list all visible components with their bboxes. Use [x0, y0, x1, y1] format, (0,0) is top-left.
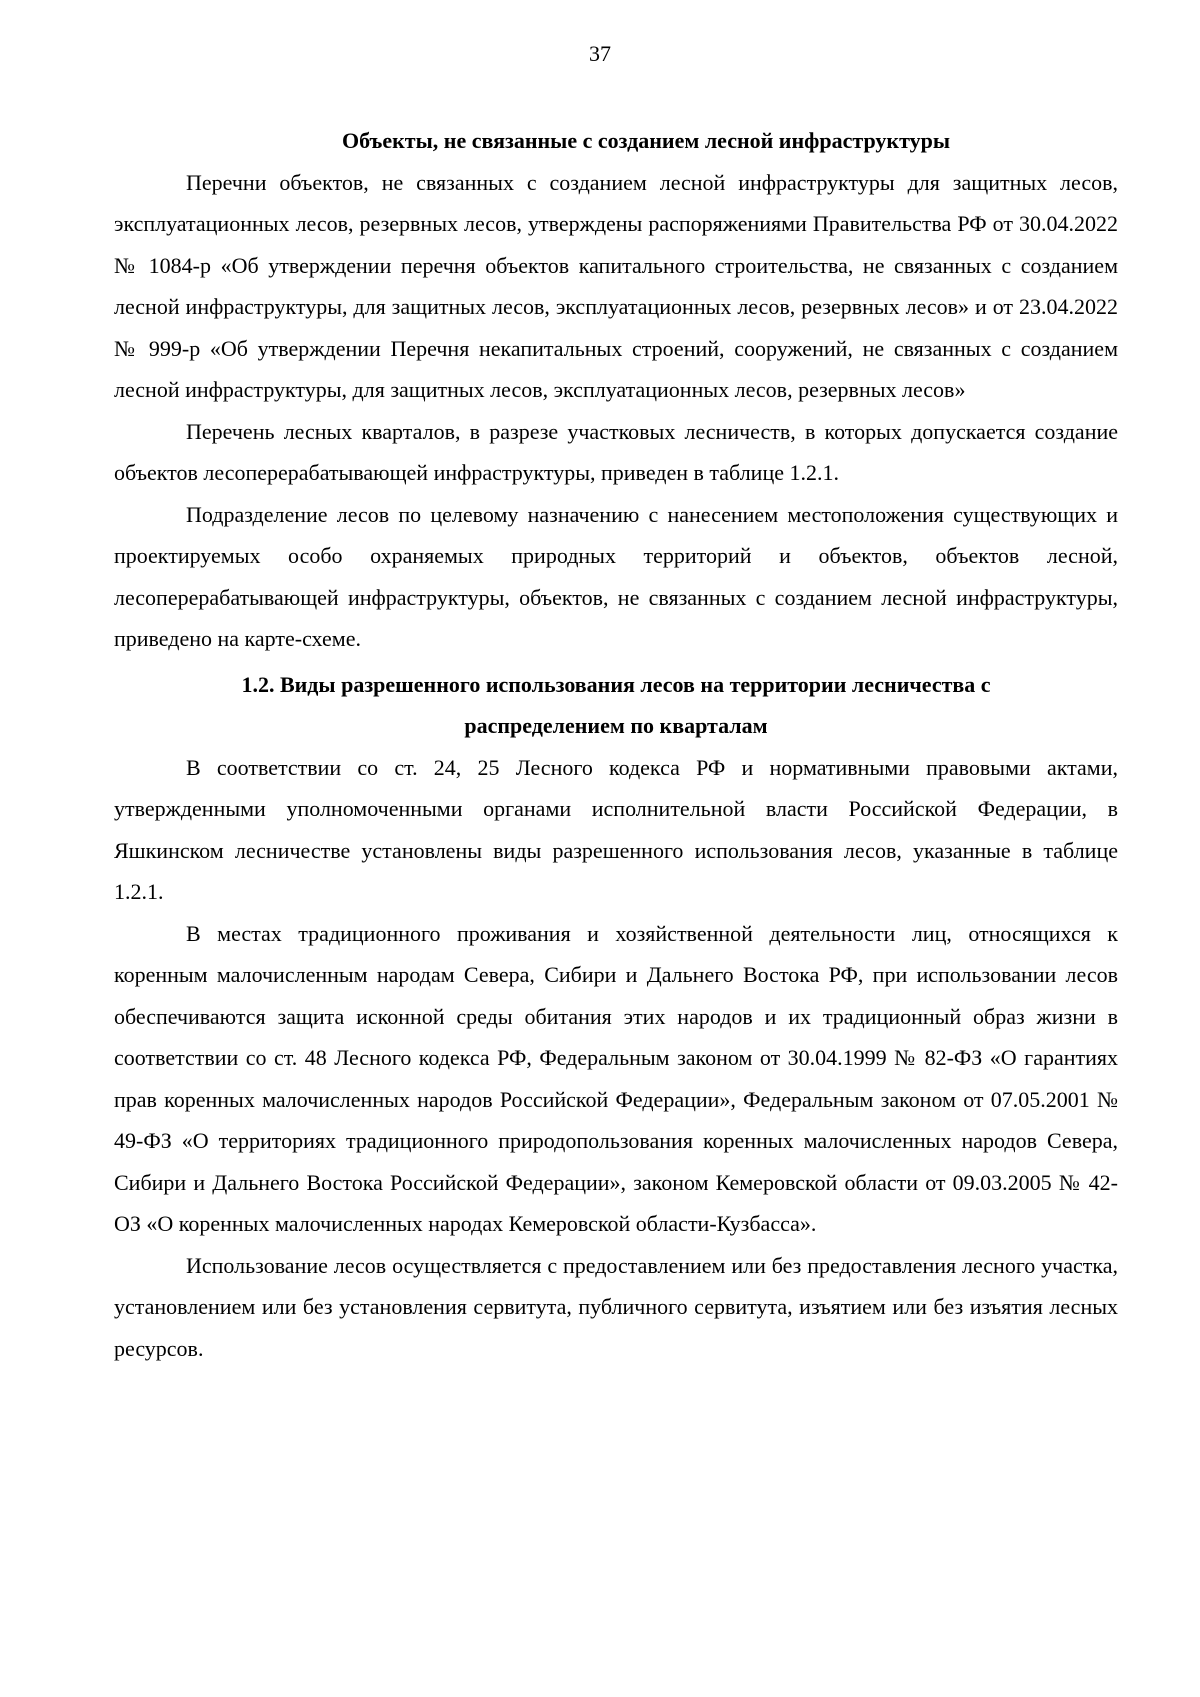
section-heading-line-1: 1.2. Виды разрешенного использования лесов на территории лесничества с — [241, 671, 991, 697]
subheading-non-infrastructure-objects: Объекты, не связанные с созданием лесной инфраструктуры — [341, 128, 951, 153]
paragraph-object-lists: Перечни объектов, не связанных с созданием лесной инфраструктуры для защитных лесов, эксплуатационных лесов, резервных лесов, утверждены распоряжениями Правительства РФ от 30.04.2022 № 1084-р «Об утверждении перечня объектов капитального строительства, не связанных с созданием лесной инфраструктуры, для защитных лесов, эксплуатационных лесов, резервных лесов» и от 23.04.2022 № 999-р «Об утверждении Перечня некапитальных строений, сооружений, не связанных с созданием лесной инфраструктуры, для защитных лесов, эксплуатационных лесов, резервных лесов» — [114, 169, 1118, 402]
section-heading-1-2 — [114, 664, 1118, 747]
page-content — [114, 120, 1118, 1369]
paragraph-forest-subdivision: Подразделение лесов по целевому назначению с нанесением местоположения существующих и проектируемых особо охраняемых природных территорий и объектов, объектов лесной, лесоперерабатывающей инфраструктуры, объектов, не связанных с созданием лесной инфраструктуры, приведено на карте-схеме. — [114, 501, 1118, 651]
paragraph-indigenous-peoples: В местах традиционного проживания и хозяйственной деятельности лиц, относящихся к коренным малочисленным народам Севера, Сибири и Дальнего Востока РФ, при использовании лесов обеспечиваются защита исконной среды обитания этих народов и их традиционный образ жизни в соответствии со ст. 48 Лесного кодекса РФ, Федеральным законом от 30.04.1999 № 82-ФЗ «О гарантиях прав коренных малочисленных народов Российской Федерации», Федеральным законом от 07.05.2001 № 49-ФЗ «О территориях традиционного природопользования коренных малочисленных народов Севера, Сибири и Дальнего Востока Российской Федерации», законом Кемеровской области от 09.03.2005 № 42-ОЗ «О коренных малочисленных народах Кемеровской области-Кузбасса». — [114, 920, 1118, 1236]
paragraph-permitted-uses: В соответствии со ст. 24, 25 Лесного кодекса РФ и нормативными правовыми актами, утвержденными уполномоченными органами исполнительной власти Российской Федерации, в Яшкинском лесничестве установлены виды разрешенного использования лесов, указанные в таблице 1.2.1. — [114, 754, 1118, 904]
section-heading-line-2: распределением по кварталам — [464, 713, 768, 738]
paragraph-forest-quarters-list: Перечень лесных кварталов, в разрезе участковых лесничеств, в которых допускается создание объектов лесоперерабатывающей инфраструктуры, приведен в таблице 1.2.1. — [114, 418, 1118, 485]
paragraph-forest-use-terms: Использование лесов осуществляется с предоставлением или без предоставления лесного участка, установлением или без установления сервитута, публичного сервитута, изъятием или без изъятия лесных ресурсов. — [114, 1252, 1118, 1361]
page-number: 37 — [589, 41, 611, 66]
